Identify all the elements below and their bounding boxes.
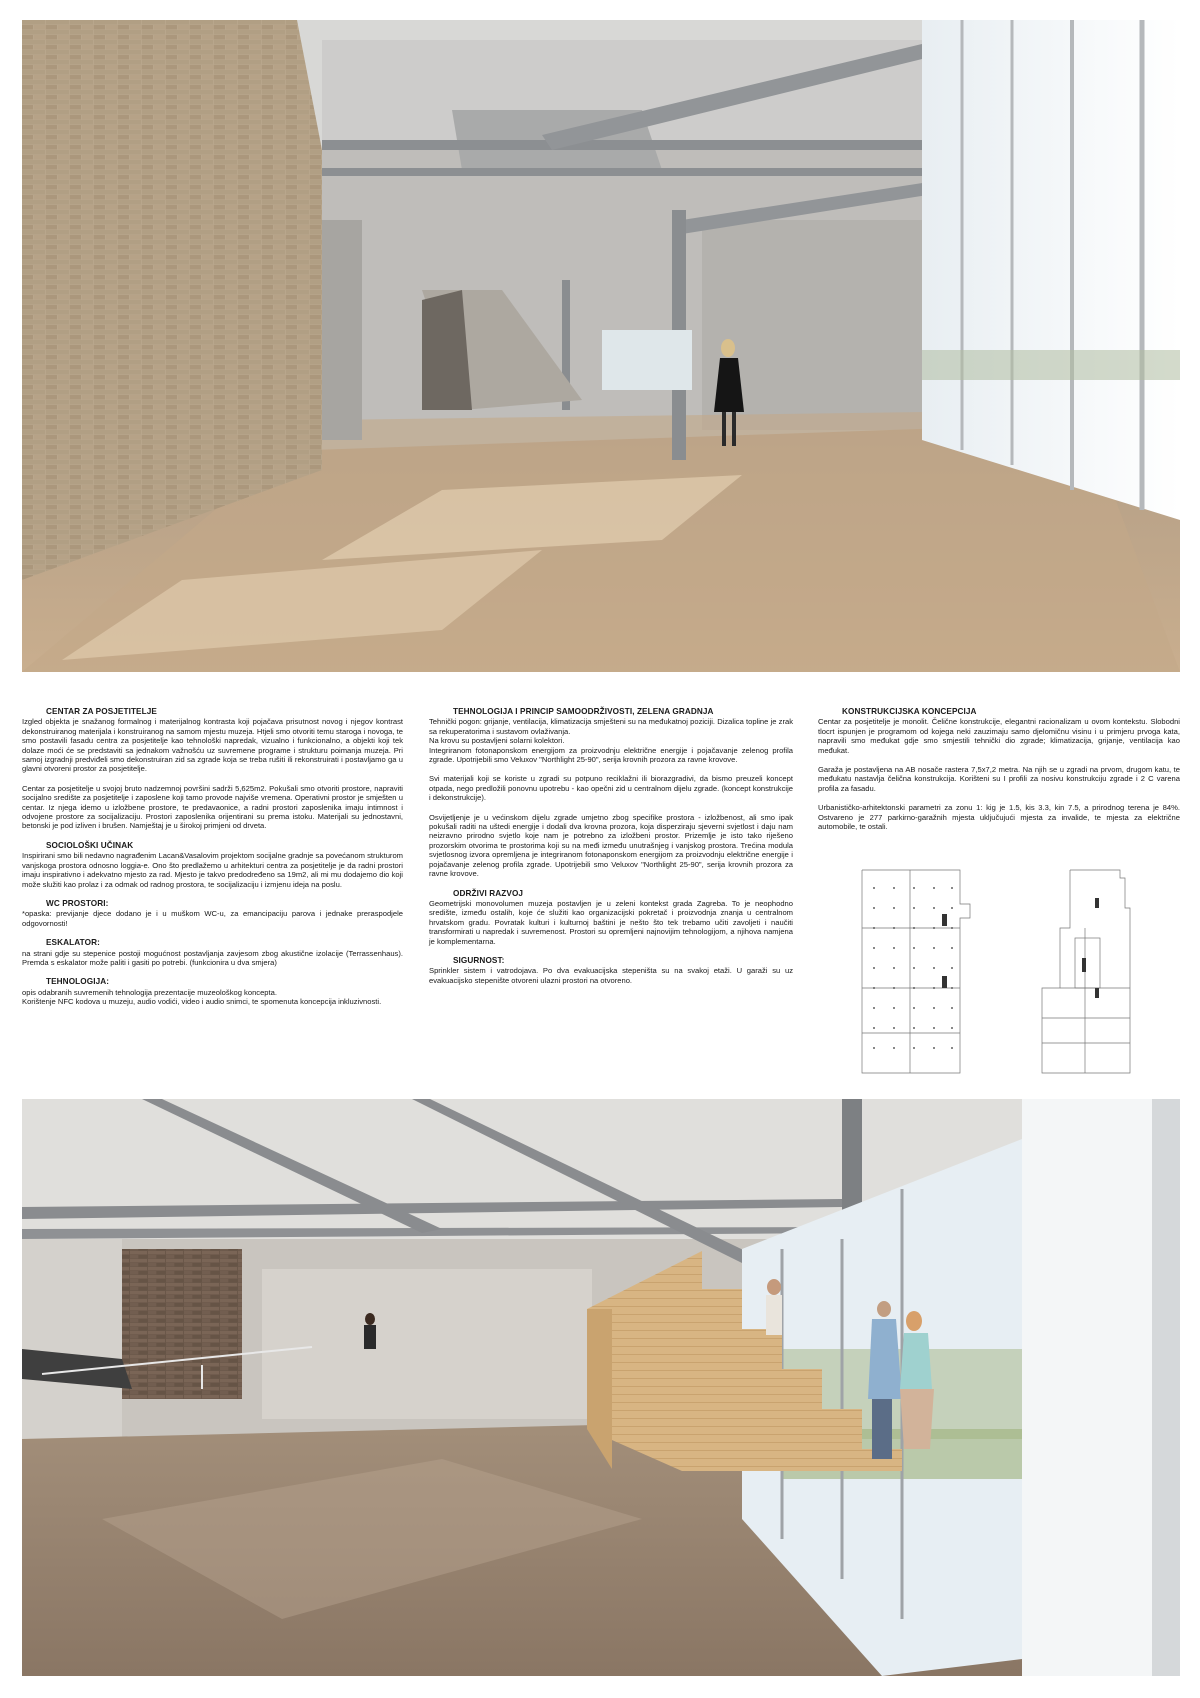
section-title-structure: KONSTRUKCIJSKA KONCEPCIJA <box>842 707 977 716</box>
section-paragraph: Korištenje NFC kodova u muzeju, audio vodići, video i audio snimci, te spomenuta koncepcija inkluzivnosti. <box>22 997 382 1007</box>
section-paragraph: Centar za posjetitelje je monolit. Čelične konstrukcije, elegantni racionalizam u ovom kontekstu. Slobodni tlocrt ispunjen je programom od kojega neki zauzimaju samo djelomičnu visinu i u primjeru prvoga kata, napravili smo međukat gdje smo smjestili tehnički dio zgrade; klimatizacija, grijanje, ventilacija kao međukat. <box>818 717 1180 755</box>
section-paragraph: na strani gdje su stepenice postoji mogućnost postavljanja zavjesom zbog akustične izolacije (Terrassenhaus). Premda s eskalator može paliti i gasiti po potrebi. (funkcionira u dva smjera) <box>22 948 403 967</box>
section-paragraph: *opaska: previjanje djece dodano je i u muškom WC-u, za emancipaciju parova i jednake preraspodjele odgovornosti! <box>22 909 403 928</box>
section-title-technology: TEHNOLOGIJA: <box>46 977 110 987</box>
section-paragraph: Geometrijski monovolumen muzeja postavljen je u zeleni kontekst grada Zagreba. To je neophodno središte, između ostalih, koje će služiti kao organizacijski pokretač i proizvodnja znanja u centralnom hrvatskom gradu. Povratak kulturi i kulturnoj baštini je nešto što tek trebamo učiti zavoljeti i naučiti transformirati u napredak i suvremenost. Prostori su opremljeni najnovijim tehnologijom, a njihova namjena je komplementarna. <box>429 898 793 946</box>
section-title-safety: SIGURNOST: <box>453 955 505 965</box>
section-title-social-impact: SOCIOLOŠKI UČINAK <box>46 840 134 850</box>
section-title-wc: WC PROSTORI: <box>46 898 109 908</box>
text-column-right <box>818 707 1180 841</box>
section-paragraph: Centar za posjetitelje u svojoj bruto nadzemnoj površini sadrži 5,625m2. Pokušali smo otvoriti prostore, napraviti socijalno središte za posjetitelje i zaposlene koji tamo provode najviše vremena. Operativni prostor je smješten u centar. Iz njega idemo u izložbene prostore, te predavaonice, a radni prostori zaposlenika imaju intimnost i odvojene prostore za socijalizaciju. Prostori zaposlenika orijentirani su prema istoku. Materijali su jednostavni, betonski je pod izliven i brušen. Namještaj je u širokoj primjeni od drveta. <box>22 783 403 831</box>
section-paragraph: Svi materijali koji se koriste u zgradi su potpuno reciklažni ili biorazgradivi, da bismo preuzeli koncept otpada, nego predložili ponovnu upotrebu - kao opečni zid u centralnom dijelu zgrade. (koncept konstrukcije i dekonstrukcije). <box>429 774 793 803</box>
section-paragraph: Na krovu su postavljeni solarni kolektori. <box>429 736 565 746</box>
section-title-visitor-centre: CENTAR ZA POSJETITELJE <box>46 707 157 716</box>
section-paragraph: Integriranom fotonaponskom energijom za proizvodnju električne energije i pojačavanje zelenog profila zgrade. Upotrijebili smo Veluxov "Northlight 25-90", serija krovnih prozora za ravne krovove. <box>429 745 793 765</box>
section-title-escalator: ESKALATOR: <box>46 938 100 948</box>
text-column-middle <box>429 707 793 995</box>
floor-plan-garage <box>860 868 990 1078</box>
render-hall-timber-steps <box>22 1099 1180 1676</box>
section-paragraph: Inspirirani smo bili nedavno nagrađenim Lacan&Vasalovim projektom socijalne gradnje sa povećanom strukturom vanjskoga prostora odnosno loggia-e. Ono što predlažemo u arhitekturi centra za posjetitelje je da radni prostori imaju inspirativno i adekvatno mjesto za rad. Mjesto je takvo predodređeno sa 19m2, ali mi mu dodajemo dio koji može služiti kao prolaz i za odmak od radnog prostora, te socijalizaciju i izmjenu ideja na poslu. <box>22 851 403 889</box>
section-paragraph: Osvijetljenje je u većinskom dijelu zgrade umjetno zbog specifike prostora - izložbenost, ali smo ipak pokušali raditi na uštedi energije i dodali dva krovna prozora, koja disperziraju sjeverni svjetlost i daju nam neizravno prirodno svjetlo koje nam je potrebno za izložbeni prostor. Prizemlje je isto tako riješeno prozorskim otvorima te prostorima koji su na međi između unutrašnjeg i vanjskog prostora. Trećina modula svjetlosnog izvora opremljena je integriranom fotonaponskom energijom za proizvodnju električne energije i pojačavanje zelenog profila zgrade. Upotrijebili smo Veluxov "Northlight 25-90", serija krovnih prozora za ravne krovove. <box>429 812 793 879</box>
section-title-green-building: TEHNOLOGIJA I PRINCIP SAMOODRŽIVOSTI, ZELENA GRADNJA <box>453 707 714 716</box>
section-paragraph: opis odabranih suvremenih tehnologija prezentacije muzeološkog koncepta. <box>22 987 277 997</box>
section-paragraph: Urbanističko-arhitektonski parametri za zonu 1: kig je 1.5, kis 3.3, kin 7.5, a prirodnog terena je 84%. Ostvareno je 277 parkirno-garažnih mjesta uključujući mjesta za invalide, te mjesta za električne automobile, te ostali. <box>818 803 1180 832</box>
section-title-sustainable: ODRŽIVI RAZVOJ <box>453 888 524 898</box>
text-column-left <box>22 707 403 1017</box>
section-paragraph: Sprinkler sistem i vatrodojava. Po dva evakuacijska stepeništa su na svakoj etaži. U garaži su uz evakuacijsko stepenište otvoreni ulazni prostori na otvoreno. <box>429 966 793 985</box>
section-paragraph: Tehnički pogon: grijanje, ventilacija, klimatizacija smješteni su na međukatnoj poziciji. Dizalica topline je zrak sa rekuperatorima i sustavom ovlaživanja. <box>429 717 793 736</box>
section-paragraph: Izgled objekta je snažanog formalnog i materijalnog kontrasta koji pojačava prisutnost novog i njegov kontrast dekonstruiranog materijala i konstruiranog na samom mjestu muzeja. Htjeli smo otvoriti temu staroga i novoga, te smo postavili fasadu centra za posjetitelje kao tehnološki napredak, vizualno i funkcionalno, a objekti koji tek dolaze moći će se predstaviti sa jednakom važnošću uz suvremene programe i strukturu poimanja muzeja. Pri samoj izgradnji predviđeli smo dekonstruiran zid sa zgrade koja se treba rušiti ili rekonstruirati i postavljamo ga u glavni otvoreni prostor za posjetitelje. <box>22 717 403 774</box>
floor-plan-ground <box>1040 868 1160 1078</box>
render-atrium <box>22 20 1180 672</box>
section-paragraph: Garaža je postavljena na AB nosače rastera 7,5x7,2 metra. Na njih se u zgradi na prvom, drugom katu, te međukatu nastavlja čelična konstrukcija. Korišteni su I profili za nosivu konstrukciju zgrade i 2 C varena profila za fasadu. <box>818 765 1180 793</box>
